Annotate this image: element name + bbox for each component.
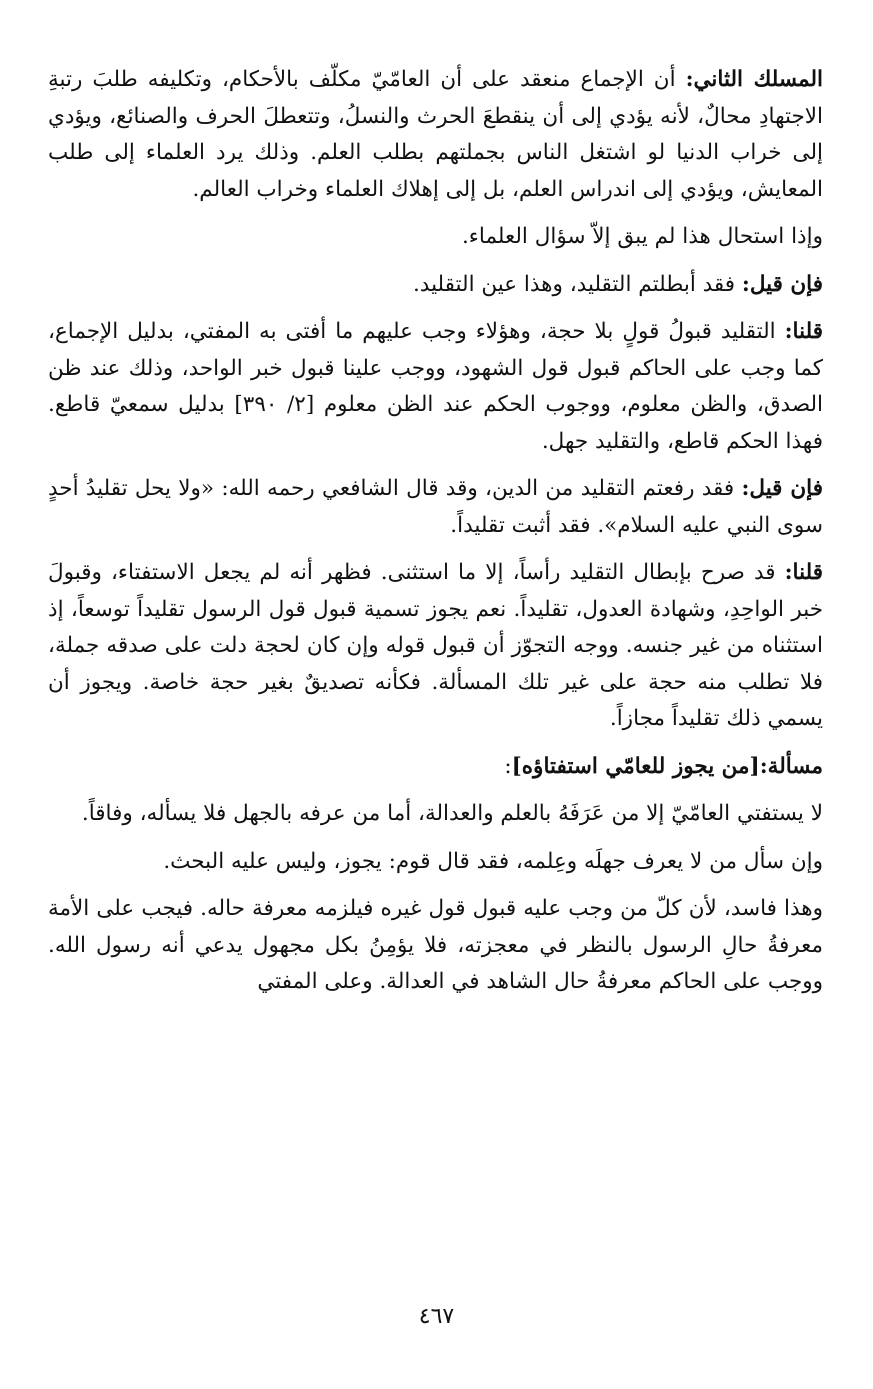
paragraph-text: وإن سأل من لا يعرف جهلَه وعِلمه، فقد قال قوم: يجوز، وليس عليه البحث. (163, 848, 823, 874)
paragraph-objection-1 (48, 267, 823, 304)
section-heading-prefix: مسألة: (759, 753, 823, 779)
paragraph-unknown-status (48, 844, 823, 881)
page-body (48, 62, 823, 1001)
paragraph-text: أن الإجماع منعقد على أن العامّيّ مكلّف بالأحكام، وتكليفه طلبَ رتبةِ الاجتهادِ محالٌ، لأنه يؤدي إلى أن ينقطعَ الحرث والنسلُ، وتتعطلَ الحرف والصنائع، ويؤدي إلى خراب الدنيا لو اشتغل الناس بجملتهم بطلب العلم. وذلك يرد العلماء إلى طلب المعايش، ويؤدي إلى اندراس العلم، بل إلى إهلاك العلماء وخراب العالم. (48, 67, 823, 202)
paragraph-text: لا يستفتي العامّيّ إلا من عَرَفَهُ بالعلم والعدالة، أما من عرفه بالجهل فلا يسأله، وفاقاً. (81, 801, 823, 826)
paragraph-text: التقليد قبولُ قولٍ بلا حجة، وهؤلاء وجب عليهم ما أفتى به المفتي، بدليل الإجماع، كما وجب على الحاكم قبول قول الشهود، ووجب علينا قبول خبر الواحد، وذلك عند ظن الصدق، والظن معلوم، ووجوب الحكم عند الظن معلوم [٢/ ٣٩٠] بدليل سمعيّ قاطع. فهذا الحكم قاطع، والتقليد جهل. (48, 319, 824, 454)
paragraph-who-to-ask (48, 796, 823, 833)
paragraph-lead: المسلك الثاني: (685, 67, 823, 92)
paragraph-reply-2 (48, 555, 823, 738)
paragraph-lead: قلنا: (784, 319, 823, 344)
section-heading-title: [من يجوز للعامّي استفتاؤه] (511, 753, 760, 779)
paragraph-objection-2 (48, 471, 823, 544)
paragraph-text: فقد أبطلتم التقليد، وهذا عين التقليد. (412, 271, 742, 297)
paragraph-second-path (48, 62, 823, 208)
paragraph-text: وهذا فاسد، لأن كلّ من وجب عليه قبول قول غيره فيلزمه معرفة حاله. فيجب على الأمة معرفةُ حالِ الرسول بالنظر في معجزته، فلا يؤمِنُ بكل مجهول يدعي أنه رسول الله. ووجب على الحاكم معرفةُ حال الشاهد في العدالة. وعلى المفتي (48, 896, 823, 994)
paragraph-text: فقد رفعتم التقليد من الدين، وقد قال الشافعي رحمه الله: «ولا يحل تقليدُ أحدٍ سوى النبي عليه السلام». فقد أثبت تقليداً. (48, 476, 823, 538)
paragraph-lead: قلنا: (784, 560, 823, 585)
paragraph-impossibility (48, 219, 823, 256)
paragraph-reply-1 (48, 314, 823, 460)
paragraph-lead: فإن قيل: (741, 271, 823, 297)
paragraph-refutation (48, 891, 823, 1001)
paragraph-text: قد صرح بإبطال التقليد رأساً، إلا ما استثنى. فظهر أنه لم يجعل الاستفتاء، وقبولَ خبر الواحِدِ، وشهادة العدول، تقليداً. نعم يجوز تسمية قبول قول الرسول تقليداً توسعاً، إذ استثناه من غير جنسه. ووجه التجوّز أن قبول قوله وإن كان لحجة دلت على صدقه جملة، فلا تطلب منه حجة على غير تلك المسألة. فكأنه تصديقٌ بغير حجة خاصة. ويجوز أن يسمي ذلك تقليداً مجازاً. (48, 560, 823, 731)
paragraph-lead: فإن قيل: (741, 476, 824, 501)
section-heading-suffix: : (504, 753, 512, 779)
section-heading (48, 749, 823, 786)
page-number: ٤٦٧ (418, 1304, 455, 1329)
paragraph-text: وإذا استحال هذا لم يبق إلاّ سؤال العلماء. (461, 224, 823, 249)
